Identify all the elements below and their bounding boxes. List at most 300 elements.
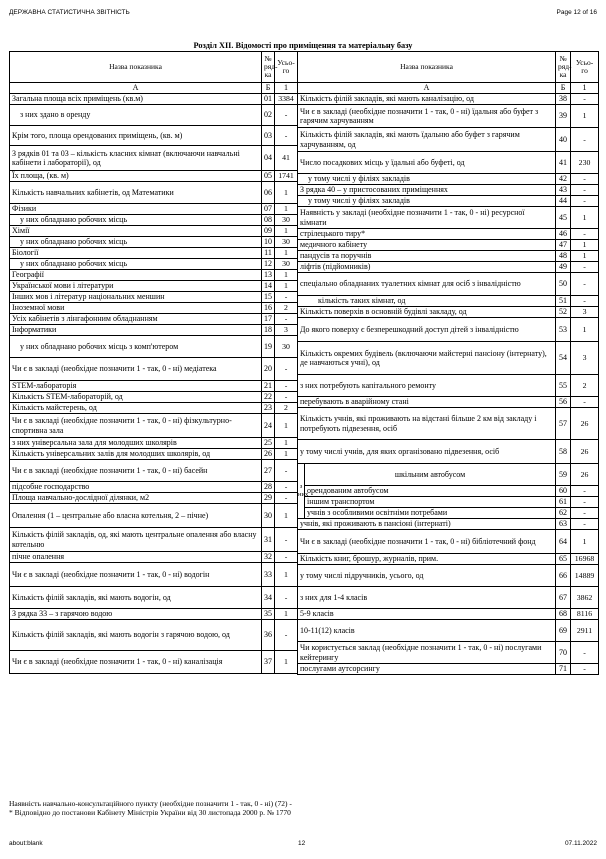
row-name: Наявність у закладі (необхідне позначити 1 - так, 0 - ні) ресурсної кімнати xyxy=(298,207,556,229)
row-name: у них обладнано робочих місць з комп'ютером xyxy=(10,336,262,358)
row-name: послугами аутсорсингу xyxy=(298,664,556,675)
row-value: - xyxy=(275,381,298,392)
row-name: підсобне господарство xyxy=(10,482,262,493)
table-row xyxy=(10,449,298,460)
table-row xyxy=(10,609,298,620)
row-value: - xyxy=(571,397,599,408)
table-row xyxy=(10,259,298,270)
row-number: 04 xyxy=(262,146,275,171)
row-number: 22 xyxy=(262,392,275,403)
row-value: 1 xyxy=(275,281,298,292)
row-number: 52 xyxy=(556,307,571,318)
row-number: 46 xyxy=(556,229,571,240)
row-name: у них обладнано робочих місць xyxy=(10,215,262,226)
row-value: 2911 xyxy=(571,620,599,642)
row-value: 1 xyxy=(571,318,599,342)
row-number: 64 xyxy=(556,530,571,554)
row-value: - xyxy=(571,519,599,530)
row-number: 38 xyxy=(556,94,571,105)
col-number-letter: Б xyxy=(556,83,571,94)
row-value: 3862 xyxy=(571,587,599,609)
row-number: 53 xyxy=(556,318,571,342)
row-value: - xyxy=(571,273,599,296)
row-name: з них універсальна зала для молодших школярів xyxy=(10,438,262,449)
col-value-letter: 1 xyxy=(571,83,599,94)
table-row xyxy=(298,486,599,497)
row-number: 56 xyxy=(556,397,571,408)
row-value: - xyxy=(275,587,298,609)
row-name: з них здано в оренду xyxy=(10,105,262,126)
row-number: 61 xyxy=(556,497,571,508)
table-row xyxy=(298,229,599,240)
row-value: - xyxy=(571,196,599,207)
col-number-letter: Б xyxy=(262,83,275,94)
table-row xyxy=(298,609,599,620)
row-name: Чи є в закладі (необхідне позначити 1 - так, 0 - ні) водогін xyxy=(10,563,262,587)
row-number: 60 xyxy=(556,486,571,497)
row-value: 1 xyxy=(275,651,298,674)
row-name: Кількість філій закладів, які мають водогін, од xyxy=(10,587,262,609)
table-row xyxy=(298,174,599,185)
row-name: перебувають в аварійному стані xyxy=(298,397,556,408)
col-value-header: Усьо-го xyxy=(571,52,599,83)
row-value: 2 xyxy=(275,403,298,414)
row-name: Чи користується заклад (необхідне позначити 1 - так, 0 - ні) послугами кейтерингу xyxy=(298,642,556,664)
row-number: 01 xyxy=(262,94,275,105)
table-row xyxy=(10,182,298,204)
row-value: 3 xyxy=(571,307,599,318)
col-name-letter: А xyxy=(298,83,556,94)
table-row xyxy=(10,587,298,609)
row-name: пандусів та поручнів xyxy=(298,251,556,262)
row-number: 68 xyxy=(556,609,571,620)
row-name: Площа навчально-дослідної ділянки, м2 xyxy=(10,493,262,504)
row-name: орендованим автобусом xyxy=(305,486,556,497)
col-value-header: Усьо-го xyxy=(275,52,298,83)
row-value: - xyxy=(275,528,298,552)
row-value: 14889 xyxy=(571,565,599,587)
row-name: Інформатики xyxy=(10,325,262,336)
table-row xyxy=(298,185,599,196)
table-row xyxy=(10,620,298,651)
row-name: Кількість філій закладів, од, які мають центральне опалення або власну котельню xyxy=(10,528,262,552)
row-value: 26 xyxy=(571,464,599,486)
row-name: з них для 1-4 класів xyxy=(298,587,556,609)
table-row xyxy=(10,215,298,226)
row-number: 71 xyxy=(556,664,571,675)
row-number: 12 xyxy=(262,259,275,270)
row-number: 05 xyxy=(262,171,275,182)
row-name: Чи є в закладі (необхідне позначити 1 - так, 0 - ні) басейн xyxy=(10,460,262,482)
table-row xyxy=(10,504,298,528)
row-value: - xyxy=(275,314,298,325)
row-value: - xyxy=(275,105,298,126)
row-number: 47 xyxy=(556,240,571,251)
table-row xyxy=(10,292,298,303)
row-number: 65 xyxy=(556,554,571,565)
row-value: 1 xyxy=(571,105,599,128)
row-value: 1741 xyxy=(275,171,298,182)
row-name: Чи є в закладі (необхідне позначити 1 - так, 0 - ні) фізкультурно-спортивна зала xyxy=(10,414,262,438)
row-name: З рядка 33 – з гарячою водою xyxy=(10,609,262,620)
row-name: 10-11(12) класів xyxy=(298,620,556,642)
row-number: 42 xyxy=(556,174,571,185)
row-name: Загальна площа всіх приміщень (кв.м) xyxy=(10,94,262,105)
row-value: - xyxy=(571,94,599,105)
right-table xyxy=(297,51,599,675)
row-name: Чи є в закладі (необхідне позначити 1 - так, 0 - ні) бібліотечний фонд xyxy=(298,530,556,554)
row-number: 19 xyxy=(262,336,275,358)
page-footer-date: 07.11.2022 xyxy=(564,840,597,847)
row-name: учнів, які проживають в пансіоні (інтернаті) xyxy=(298,519,556,530)
row-value: 1 xyxy=(275,226,298,237)
table-row xyxy=(298,152,599,174)
table-row xyxy=(10,126,298,146)
table-row xyxy=(10,314,298,325)
row-number: 48 xyxy=(556,251,571,262)
row-value: 30 xyxy=(275,336,298,358)
row-name: Фізики xyxy=(10,204,262,215)
row-value: - xyxy=(275,126,298,146)
row-value: 1 xyxy=(275,609,298,620)
row-value: 16968 xyxy=(571,554,599,565)
left-table xyxy=(9,51,298,674)
table-row xyxy=(298,105,599,128)
table-row xyxy=(10,303,298,314)
row-value: 230 xyxy=(571,152,599,174)
table-row xyxy=(298,620,599,642)
table-row xyxy=(10,204,298,215)
row-name: шкільним автобусом xyxy=(305,464,556,486)
row-name: Кількість універсальних залів для молодших школярів, од xyxy=(10,449,262,460)
table-row xyxy=(298,519,599,530)
row-name: STEM-лабораторія xyxy=(10,381,262,392)
row-value: - xyxy=(275,552,298,563)
row-value: 1 xyxy=(571,240,599,251)
table-row xyxy=(10,226,298,237)
row-number: 03 xyxy=(262,126,275,146)
table-row xyxy=(10,105,298,126)
row-value: - xyxy=(571,296,599,307)
row-name: 5-9 класів xyxy=(298,609,556,620)
row-value: - xyxy=(571,174,599,185)
table-row xyxy=(298,262,599,273)
page-footer-left: about:blank xyxy=(9,840,43,847)
page-footer-page-number: 12 xyxy=(298,840,306,847)
row-value: 1 xyxy=(275,504,298,528)
table-row xyxy=(10,563,298,587)
row-number: 30 xyxy=(262,504,275,528)
row-name: Опалення (1 – центральне або власна котельня, 2 – пічне) xyxy=(10,504,262,528)
row-number: 28 xyxy=(262,482,275,493)
row-name: Іноземної мови xyxy=(10,303,262,314)
row-number: 09 xyxy=(262,226,275,237)
row-name: Кількість майстерень, од xyxy=(10,403,262,414)
table-row xyxy=(10,336,298,358)
row-value: 2 xyxy=(275,303,298,314)
row-name: Усіх кабінетів з лінгафонним обладнанням xyxy=(10,314,262,325)
row-name: з них потребують капітального ремонту xyxy=(298,375,556,397)
table-row xyxy=(298,497,599,508)
row-value: - xyxy=(571,262,599,273)
row-name: З рядків 01 та 03 – кількість класних кімнат (включаючи навчальні кабінети і лабораторії), од xyxy=(10,146,262,171)
row-name: Кількість книг, брошур, журналів, прим. xyxy=(298,554,556,565)
row-number: 33 xyxy=(262,563,275,587)
row-name: Української мови і літератури xyxy=(10,281,262,292)
table-row xyxy=(10,552,298,563)
row-number: 39 xyxy=(556,105,571,128)
row-number: 44 xyxy=(556,196,571,207)
table-row xyxy=(298,397,599,408)
row-number: 23 xyxy=(262,403,275,414)
table-row xyxy=(10,325,298,336)
transport-group-label: з них xyxy=(298,464,305,519)
row-number: 10 xyxy=(262,237,275,248)
row-number: 43 xyxy=(556,185,571,196)
row-value: 1 xyxy=(571,207,599,229)
footnote-decree: * Відповідно до постанови Кабінету Міністрів України від 30 листопада 2000 р. № 1770 xyxy=(9,808,291,817)
row-number: 18 xyxy=(262,325,275,336)
col-value-letter: 1 xyxy=(275,83,298,94)
row-name: Крім того, площа орендованих приміщень, (кв. м) xyxy=(10,126,262,146)
row-number: 31 xyxy=(262,528,275,552)
table-row xyxy=(298,375,599,397)
row-number: 27 xyxy=(262,460,275,482)
footnote-consultation-point: Наявність навчально-консультаційного пункту (необхідне позначити 1 - так, 0 - ні) (72) - xyxy=(9,799,292,808)
row-value: 3 xyxy=(571,342,599,375)
row-name: Інших мов і літератур національних меншин xyxy=(10,292,262,303)
row-name: Кількість філій закладів, які мають водогін з гарячою водою, од xyxy=(10,620,262,651)
row-name: Чи є в закладі (необхідне позначити 1 - так, 0 - ні) каналізація xyxy=(10,651,262,674)
row-number: 37 xyxy=(262,651,275,674)
row-value: - xyxy=(275,482,298,493)
row-value: 2 xyxy=(571,375,599,397)
row-value: - xyxy=(571,128,599,152)
row-number: 69 xyxy=(556,620,571,642)
table-row xyxy=(298,318,599,342)
row-name: Кількість STEM-лабораторій, од xyxy=(10,392,262,403)
table-row xyxy=(298,307,599,318)
table-row xyxy=(298,530,599,554)
table-row xyxy=(298,128,599,152)
row-name: у тому числі учнів, для яких організовано підвезення, осіб xyxy=(298,440,556,464)
table-row xyxy=(10,493,298,504)
page-header-right: Page 12 of 16 xyxy=(556,9,597,16)
col-number-header: № ряд-ка xyxy=(262,52,275,83)
page-header-left: ДЕРЖАВНА СТАТИСТИЧНА ЗВІТНІСТЬ xyxy=(9,9,130,16)
row-number: 58 xyxy=(556,440,571,464)
row-value: - xyxy=(275,460,298,482)
row-number: 54 xyxy=(556,342,571,375)
row-value: 8116 xyxy=(571,609,599,620)
row-name: медичного кабінету xyxy=(298,240,556,251)
table-row xyxy=(10,270,298,281)
table-row xyxy=(298,408,599,440)
table-row xyxy=(10,171,298,182)
col-name-header: Назва показника xyxy=(298,52,556,83)
row-value: - xyxy=(275,392,298,403)
row-name: спеціально обладнаних туалетних кімнат для осіб з інвалідністю xyxy=(298,273,556,296)
table-row xyxy=(298,554,599,565)
row-value: 1 xyxy=(275,204,298,215)
row-value: 1 xyxy=(275,563,298,587)
row-number: 50 xyxy=(556,273,571,296)
row-number: 11 xyxy=(262,248,275,259)
table-row xyxy=(10,403,298,414)
row-name: Географії xyxy=(10,270,262,281)
row-value: - xyxy=(571,508,599,519)
row-name: Кількість поверхів в основній будівлі закладу, од xyxy=(298,307,556,318)
row-number: 20 xyxy=(262,358,275,381)
row-name: Число посадкових місць у їдальні або буфеті, од xyxy=(298,152,556,174)
table-row xyxy=(10,146,298,171)
row-value: - xyxy=(571,229,599,240)
row-name: З рядка 40 – у пристосованих приміщеннях xyxy=(298,185,556,196)
row-number: 49 xyxy=(556,262,571,273)
row-value: - xyxy=(571,664,599,675)
table-row xyxy=(10,392,298,403)
row-number: 26 xyxy=(262,449,275,460)
table-row xyxy=(10,248,298,259)
table-row xyxy=(298,196,599,207)
row-value: 30 xyxy=(275,259,298,270)
table-row xyxy=(298,207,599,229)
row-value: 26 xyxy=(571,440,599,464)
row-number: 32 xyxy=(262,552,275,563)
table-row xyxy=(298,664,599,675)
row-value: 3 xyxy=(275,325,298,336)
row-name: Чи є в закладі (необхідне позначити 1 - так, 0 - ні) їдальня або буфет з гарячим харчуванням xyxy=(298,105,556,128)
row-value: 3384 xyxy=(275,94,298,105)
table-row xyxy=(298,508,599,519)
table-row xyxy=(10,528,298,552)
row-name: у них обладнано робочих місць xyxy=(10,259,262,270)
row-number: 35 xyxy=(262,609,275,620)
table-row xyxy=(298,587,599,609)
row-value: - xyxy=(275,292,298,303)
table-row xyxy=(10,438,298,449)
row-number: 08 xyxy=(262,215,275,226)
table-row xyxy=(298,565,599,587)
row-name: кількість таких кімнат, од xyxy=(298,296,556,307)
row-name: іншим транспортом xyxy=(305,497,556,508)
row-name: учнів з особливими освітніми потребами xyxy=(305,508,556,519)
table-row xyxy=(10,482,298,493)
row-value: 1 xyxy=(275,449,298,460)
table-row xyxy=(298,642,599,664)
table-row xyxy=(10,651,298,674)
row-number: 51 xyxy=(556,296,571,307)
table-row xyxy=(298,251,599,262)
row-name: у них обладнано робочих місць xyxy=(10,237,262,248)
row-name: Біології xyxy=(10,248,262,259)
row-value: 26 xyxy=(571,408,599,440)
row-value: 1 xyxy=(275,438,298,449)
row-value: - xyxy=(275,358,298,381)
row-number: 67 xyxy=(556,587,571,609)
row-value: 1 xyxy=(275,248,298,259)
row-number: 36 xyxy=(262,620,275,651)
row-number: 21 xyxy=(262,381,275,392)
row-name: Хімії xyxy=(10,226,262,237)
table-row xyxy=(10,381,298,392)
row-number: 29 xyxy=(262,493,275,504)
table-row xyxy=(298,94,599,105)
table-row xyxy=(298,273,599,296)
row-number: 06 xyxy=(262,182,275,204)
row-number: 34 xyxy=(262,587,275,609)
row-value: 1 xyxy=(275,182,298,204)
table-row xyxy=(10,94,298,105)
row-number: 70 xyxy=(556,642,571,664)
table-row xyxy=(298,240,599,251)
row-number: 66 xyxy=(556,565,571,587)
row-number: 02 xyxy=(262,105,275,126)
row-number: 24 xyxy=(262,414,275,438)
row-value: - xyxy=(571,486,599,497)
row-number: 62 xyxy=(556,508,571,519)
row-value: 1 xyxy=(275,414,298,438)
row-value: - xyxy=(571,497,599,508)
row-name: у тому числі у філіях закладів xyxy=(298,174,556,185)
row-number: 41 xyxy=(556,152,571,174)
row-name: у тому числі підручників, усього, од xyxy=(298,565,556,587)
row-value: 1 xyxy=(571,530,599,554)
row-name: Кількість учнів, які проживають на відстані більше 2 км від закладу і потребують підвезення, осіб xyxy=(298,408,556,440)
row-name: До якого поверху є безперешкодний доступ дітей з інвалідністю xyxy=(298,318,556,342)
row-value: - xyxy=(571,185,599,196)
table-row xyxy=(298,440,599,464)
row-name: Кількість філій закладів, які мають їдальню або буфет з гарячим харчуванням, од xyxy=(298,128,556,152)
row-name: пічне опалення xyxy=(10,552,262,563)
row-number: 25 xyxy=(262,438,275,449)
row-value: - xyxy=(571,642,599,664)
row-name: Кількість окремих будівель (включаючи майстерні пансіону (інтернату), де навчаються учні), од xyxy=(298,342,556,375)
table-row xyxy=(298,342,599,375)
row-number: 14 xyxy=(262,281,275,292)
table-row xyxy=(10,414,298,438)
row-value: 30 xyxy=(275,215,298,226)
row-number: 15 xyxy=(262,292,275,303)
row-number: 63 xyxy=(556,519,571,530)
row-number: 07 xyxy=(262,204,275,215)
row-value: 41 xyxy=(275,146,298,171)
section-title: Розділ ХІІ. Відомості про приміщення та матеріальну базу xyxy=(193,41,413,50)
row-name: Кількість навчальних кабінетів, од Математики xyxy=(10,182,262,204)
row-value: - xyxy=(275,493,298,504)
row-name: Кількість філій закладів, які мають каналізацію, од xyxy=(298,94,556,105)
row-name: у тому числі у філіях закладів xyxy=(298,196,556,207)
col-number-header: № ряд-ка xyxy=(556,52,571,83)
row-number: 45 xyxy=(556,207,571,229)
row-value: 1 xyxy=(275,270,298,281)
col-name-header: Назва показника xyxy=(10,52,262,83)
table-row xyxy=(10,358,298,381)
row-name: стрілецького тиру* xyxy=(298,229,556,240)
row-number: 16 xyxy=(262,303,275,314)
row-value: - xyxy=(275,620,298,651)
row-number: 55 xyxy=(556,375,571,397)
row-number: 40 xyxy=(556,128,571,152)
row-number: 17 xyxy=(262,314,275,325)
table-row xyxy=(298,464,599,486)
col-name-letter: А xyxy=(10,83,262,94)
table-row xyxy=(10,281,298,292)
row-value: 1 xyxy=(571,251,599,262)
table-row xyxy=(10,237,298,248)
row-value: 30 xyxy=(275,237,298,248)
row-number: 57 xyxy=(556,408,571,440)
